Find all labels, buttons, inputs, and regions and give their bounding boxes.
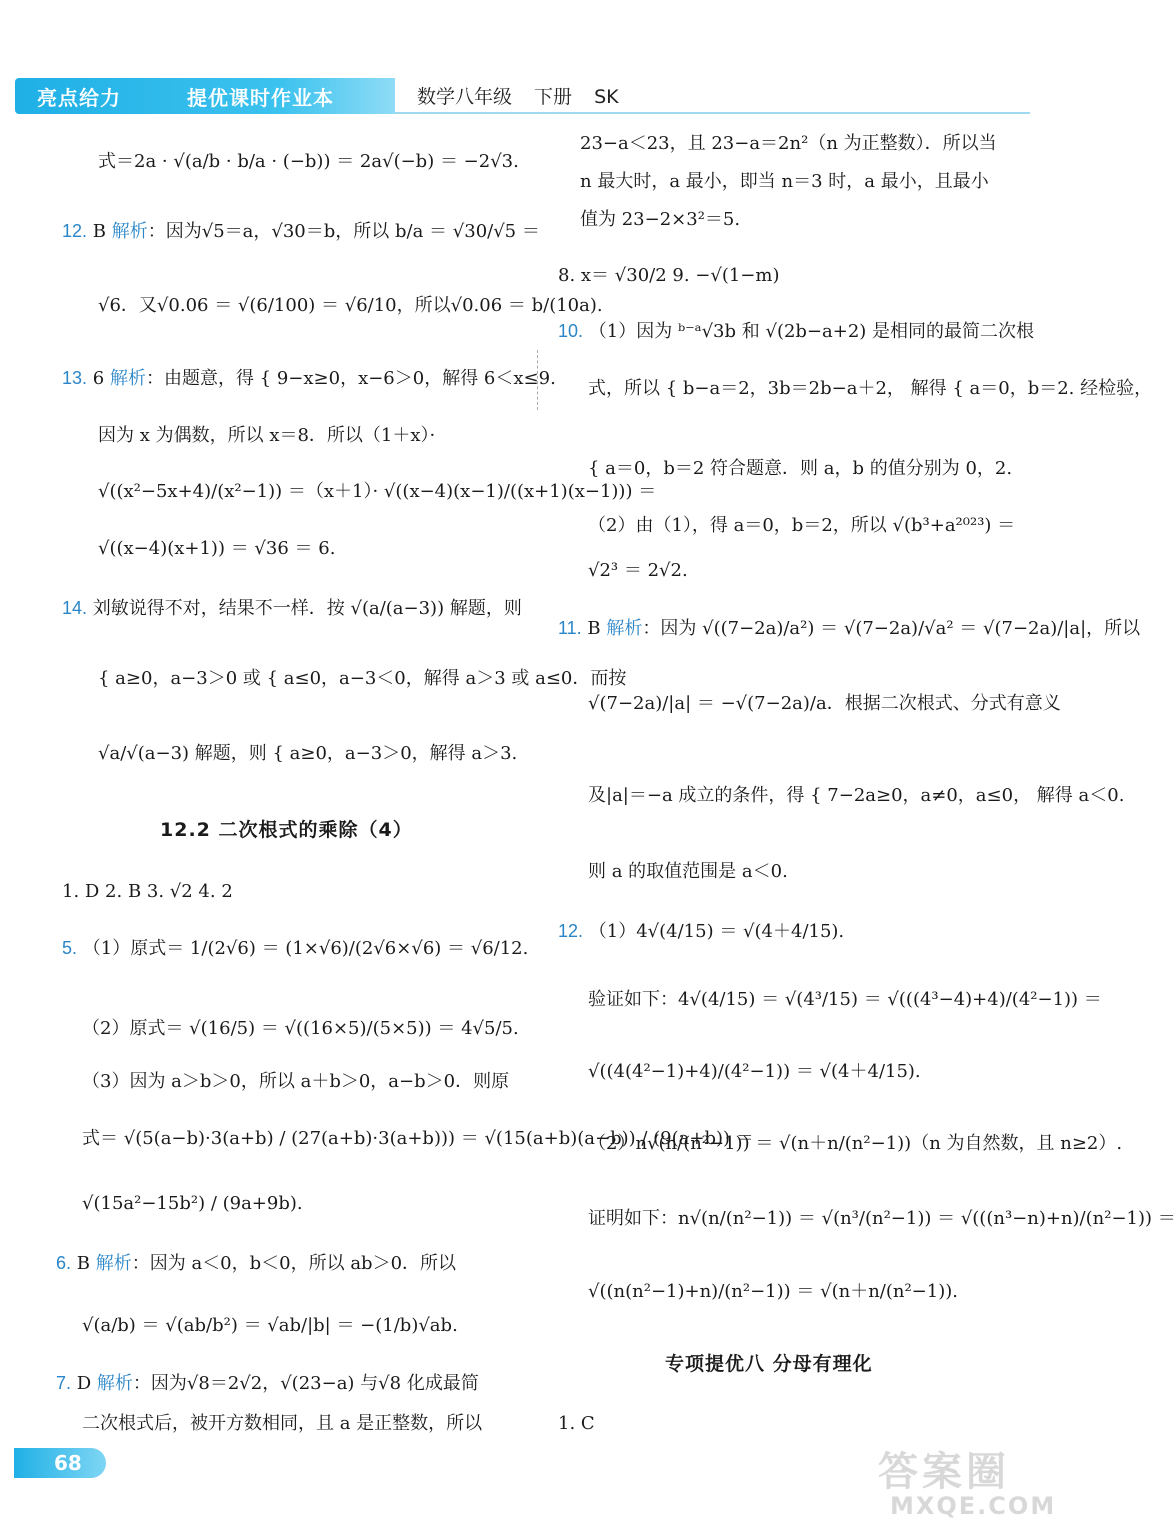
question-10: 10. （1）因为 ᵇ⁻ᵃ√3b 和 √(2b−a+2) 是相同的最简二次根: [558, 321, 1035, 342]
answer-line: 式＝ √(5(a−b)·3(a+b) / (27(a+b)·3(a+b))) ＝ √(15(a+b)(a−b)) / (9(a+b)) ＝: [82, 1128, 754, 1149]
answer-line: 则 a 的取值范围是 a＜0.: [588, 861, 788, 882]
subject-info: 数学八年级 下册 SK: [417, 86, 619, 108]
answer-line: 二次根式后，被开方数相同，且 a 是正整数，所以: [82, 1413, 483, 1434]
answer-line: √((x²−5x+4)/(x²−1)) ＝（x＋1）· √((x−4)(x−1)/((x+1)(x−1))) ＝: [98, 481, 657, 502]
answer-line: 23−a＜23，且 23−a＝2n²（n 为正整数）．所以当: [580, 133, 997, 154]
answer-line: √(a/b) ＝ √(ab/b²) ＝ √ab/|b| ＝ −(1/b)√ab.: [82, 1315, 458, 1336]
short-answers: 1. D 2. B 3. √2 4. 2: [62, 881, 233, 902]
section-title: 12.2 二次根式的乘除（4）: [160, 819, 413, 841]
answer-line: 式＝2a · √(a/b · b/a · (−b)) ＝ 2a√(−b) ＝ −2√3.: [98, 151, 519, 172]
page-number: 68: [54, 1451, 82, 1475]
answer-line: （2）原式＝ √(16/5) ＝ √((16×5)/(5×5)) ＝ 4√5/5.: [82, 1018, 519, 1039]
answer-line: （2）n√(n/(n²−1)) ＝ √(n＋n/(n²−1))（n 为自然数，且 n≥2）.: [588, 1133, 1123, 1154]
short-answers: 1. C: [558, 1413, 595, 1434]
answer-line: √2³ ＝ 2√2.: [588, 560, 688, 581]
section-title: 专项提优八 分母有理化: [665, 1353, 873, 1375]
answer-line: { a≥0，a−3＞0 或 { a≤0，a−3＜0，解得 a＞3 或 a≤0．而按: [98, 668, 627, 689]
answer-line: √(7−2a)/|a| ＝ −√(7−2a)/a．根据二次根式、分式有意义: [588, 693, 1061, 714]
question-11: 11. B 解析：因为 √((7−2a)/a²) ＝ √(7−2a)/√a² ＝ √(7−2a)/|a|，所以: [558, 618, 1141, 639]
question-7: 7. D 解析：因为√8＝2√2，√(23−a) 与√8 化成最简: [56, 1373, 479, 1394]
answer-line: √(15a²−15b²) / (9a+9b).: [82, 1193, 303, 1214]
answer-line: √((n(n²−1)+n)/(n²−1)) ＝ √(n＋n/(n²−1)).: [588, 1281, 958, 1302]
question-12-right: 12. （1）4√(4/15) ＝ √(4＋4/15).: [558, 921, 845, 942]
page-number-tab: [14, 1448, 106, 1478]
answer-line: （3）因为 a＞b＞0，所以 a＋b＞0，a−b＞0．则原: [82, 1071, 510, 1092]
question-14: 14. 刘敏说得不对，结果不一样．按 √(a/(a−3)) 解题，则: [62, 598, 522, 619]
answer-line: √((x−4)(x+1)) ＝ √36 ＝ 6.: [98, 538, 336, 559]
answer-line: √((4(4²−1)+4)/(4²−1)) ＝ √(4＋4/15).: [588, 1061, 921, 1082]
answer-line: 及|a|＝−a 成立的条件，得 { 7−2a≥0，a≠0，a≤0， 解得 a＜0.: [588, 785, 1125, 806]
analysis-tag: 解析: [606, 618, 643, 639]
answer-line: 因为 x 为偶数，所以 x＝8．所以（1＋x）·: [98, 425, 436, 446]
answer-line: 值为 23−2×3²＝5.: [580, 209, 741, 230]
watermark: [870, 1440, 1057, 1530]
answer-line: n 最大时，a 最小，即当 n＝3 时，a 最小，且最小: [580, 171, 989, 192]
answer-line: 证明如下：n√(n/(n²−1)) ＝ √(n³/(n²−1)) ＝ √(((n³−n)+n)/(n²−1)) ＝: [588, 1208, 1176, 1229]
right-column: [540, 0, 1176, 1536]
answer-line: 式，所以 { b−a＝2，3b＝2b−a＋2， 解得 { a＝0，b＝2. 经检验，: [588, 378, 1153, 399]
analysis-tag: 解析: [109, 368, 146, 389]
answer-line: 验证如下：4√(4/15) ＝ √(4³/15) ＝ √(((4³−4)+4)/(4²−1)) ＝: [588, 989, 1102, 1010]
watermark-url: MXQE.COM: [890, 1492, 1057, 1520]
analysis-tag: 解析: [95, 1253, 132, 1274]
series-name: 提优课时作业本: [187, 86, 334, 110]
brand-name: 亮点给力: [37, 86, 121, 110]
questions-8-9: 8. x＝ √30/2 9. −√(1−m): [558, 265, 780, 286]
question-13: 13. 6 解析：由题意，得 { 9−x≥0，x−6＞0，解得 6＜x≤9.: [62, 368, 556, 389]
question-6: 6. B 解析：因为 a＜0，b＜0，所以 ab＞0．所以: [56, 1253, 457, 1274]
question-5: 5. （1）原式＝ 1/(2√6) ＝ (1×√6)/(2√6×√6) ＝ √6/12.: [62, 938, 529, 959]
answer-line: √a/√(a−3) 解题，则 { a≥0，a−3＞0，解得 a＞3.: [98, 743, 518, 764]
question-12: 12. B 解析：因为√5＝a，√30＝b，所以 b/a ＝ √30/√5 ＝: [62, 221, 540, 242]
answer-line: （2）由（1），得 a＝0，b＝2，所以 √(b³+a²⁰²³) ＝: [588, 515, 1016, 536]
answer-line: √6．又√0.06 ＝ √(6/100) ＝ √6/10，所以√0.06 ＝ b/(10a).: [98, 295, 603, 316]
analysis-tag: 解析: [111, 221, 148, 242]
watermark-text: 答案圈: [878, 1449, 1010, 1495]
analysis-tag: 解析: [96, 1373, 133, 1394]
answer-line: { a＝0，b＝2 符合题意．则 a，b 的值分别为 0，2.: [588, 458, 1013, 479]
